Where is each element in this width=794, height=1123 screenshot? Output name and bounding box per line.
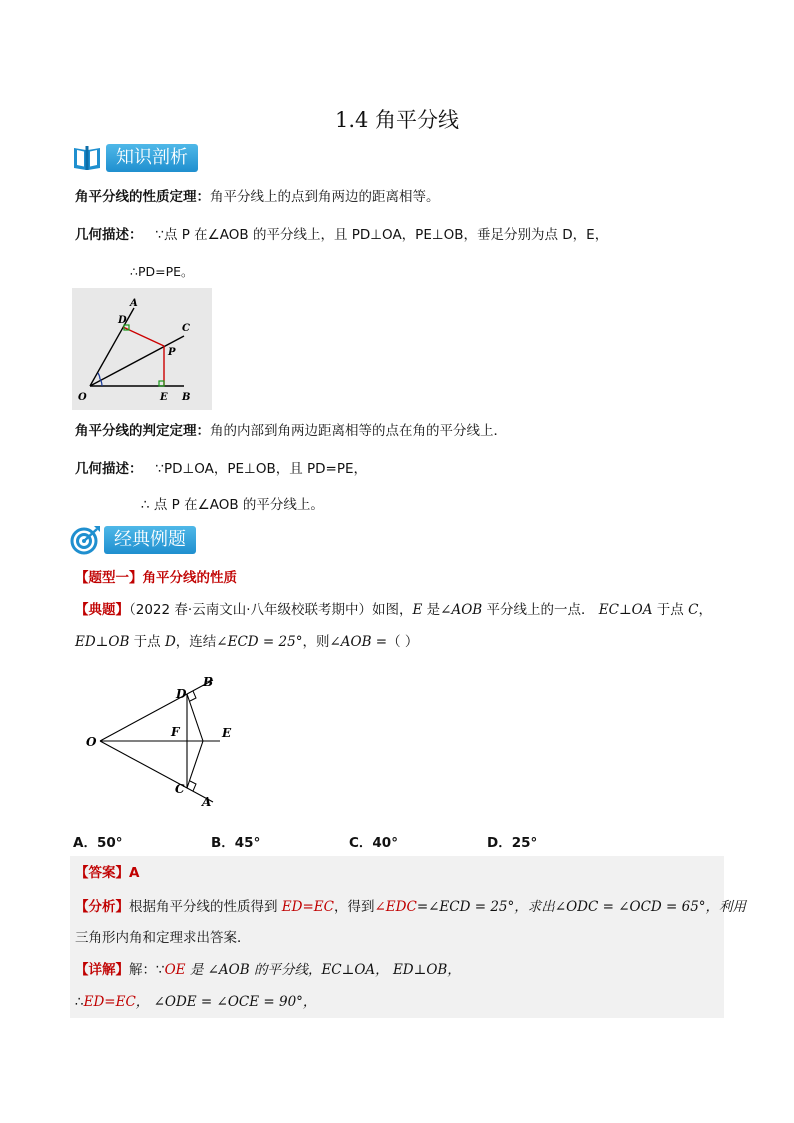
label-O: O — [86, 735, 97, 749]
example-t1b: 是 — [422, 602, 441, 618]
geo-line-2 — [75, 459, 367, 479]
example-source: （2022 春·云南文山·八年级校联考期中）如图， — [129, 602, 413, 618]
label-A: A — [130, 298, 138, 309]
segment-DE — [187, 694, 203, 741]
label-F: F — [171, 725, 180, 739]
example-t1h: ， — [698, 602, 712, 618]
section-knowledge-label: 知识剖析 — [106, 144, 198, 172]
judge-line — [75, 421, 507, 441]
detail-line-1 — [75, 960, 461, 980]
label-O: O — [78, 392, 87, 403]
example-t1a: E — [412, 602, 423, 618]
geo-heading-2: 几何描述： — [75, 461, 143, 477]
example-line-2 — [75, 632, 418, 652]
label-E: E — [222, 726, 232, 740]
type-heading: 【题型一】角平分线的性质 — [75, 570, 237, 586]
example-t2b: 于点 — [129, 634, 165, 650]
label-C: C — [175, 782, 185, 796]
option-a[interactable]: A．50° — [73, 835, 123, 851]
detail-t3: 是 ∠AOB 的平分线，EC⊥OA， ED⊥OB， — [185, 962, 461, 978]
answer-tag: 【答案】 — [75, 865, 129, 881]
geo-line-1 — [75, 225, 608, 245]
judge-heading: 角平分线的判定定理： — [75, 423, 210, 439]
detail-l2c: ， ∠ODE = ∠OCE = 90°， — [135, 994, 317, 1010]
label-B: B — [182, 392, 191, 403]
target-arrow-icon — [70, 524, 102, 556]
page-title: 1.4 角平分线 — [334, 108, 460, 132]
detail-tag: 【详解】 — [75, 962, 129, 978]
property-line — [75, 187, 440, 207]
example-t1f: 于点 — [652, 602, 689, 618]
detail-line-2 — [75, 992, 316, 1012]
option-b[interactable]: B．45° — [211, 835, 261, 851]
example-t2h: （ ） — [387, 634, 419, 650]
label-A: A — [202, 795, 212, 809]
angle-mark-O2 — [98, 373, 100, 379]
detail-t2: OE — [164, 962, 186, 978]
detail-l2a: ∴ — [75, 994, 84, 1010]
right-angle-E — [159, 381, 164, 386]
geo-text-1: ∵点 P 在∠AOB 的平分线上，且 PD⊥OA，PE⊥OB，垂足分别为点 D，E， — [155, 227, 609, 243]
geo-text-2: ∵PD⊥OA，PE⊥OB，且 PD=PE， — [155, 461, 368, 477]
analysis-line-2: 三角形内角和定理求出答案． — [75, 930, 251, 946]
label-D: D — [176, 687, 187, 701]
book-icon — [72, 142, 102, 172]
geo-conclusion-1: ∴PD=PE。 — [130, 264, 194, 279]
segment-CE — [187, 741, 203, 788]
example-t2f: ，则 — [302, 634, 330, 650]
detail-t1: 解：∵ — [129, 962, 165, 978]
analysis-t2: ED=EC — [281, 899, 334, 915]
section-examples-label: 经典例题 — [104, 526, 196, 554]
example-t1g: C — [688, 602, 699, 618]
analysis-tag: 【分析】 — [75, 899, 129, 915]
figure-example — [80, 670, 260, 815]
example-t1d: 平分线上的一点． — [482, 602, 595, 618]
ray-OA — [100, 741, 213, 802]
label-P: P — [168, 347, 176, 358]
example-t2g: ∠AOB = — [329, 634, 388, 650]
example-t2e: ∠ECD = 25° — [216, 634, 303, 650]
example-t1c: ∠AOB — [440, 602, 483, 618]
analysis-t1: 根据角平分线的性质得到 — [129, 899, 282, 915]
label-E: E — [160, 392, 168, 403]
example-t1e: EC⊥OA — [598, 602, 653, 618]
figure-1-svg — [72, 288, 212, 410]
geo-conclusion-2: ∴ 点 P 在∠AOB 的平分线上。 — [141, 497, 324, 513]
analysis-t5: =∠ECD = 25°，求出∠ODC = ∠OCD = 65°，利用 — [416, 899, 747, 915]
analysis-t4: ∠EDC — [374, 899, 417, 915]
example-line-1 — [75, 600, 712, 620]
example-t2c: D — [164, 634, 176, 650]
example-tag: 【典题】 — [75, 602, 129, 618]
analysis-line-1 — [75, 897, 746, 917]
geo-heading-1: 几何描述： — [75, 227, 143, 243]
figure-angle-bisector — [72, 288, 212, 410]
label-B: B — [203, 675, 214, 689]
analysis-t3: ，得到 — [333, 899, 375, 915]
label-D: D — [118, 315, 127, 326]
label-C: C — [182, 323, 190, 334]
answer-line — [75, 863, 139, 883]
example-t2d: ，连结 — [175, 634, 217, 650]
detail-l2b: ED=EC — [83, 994, 136, 1010]
judge-text: 角的内部到角两边距离相等的点在角的平分线上． — [210, 423, 507, 439]
answer-value: A — [129, 865, 140, 881]
property-heading: 角平分线的性质定理： — [75, 189, 210, 205]
property-text: 角平分线上的点到角两边的距离相等。 — [210, 189, 440, 205]
option-d[interactable]: D．25° — [487, 835, 538, 851]
example-t2a: ED⊥OB — [75, 634, 130, 650]
ray-OB — [100, 680, 213, 741]
option-c[interactable]: C．40° — [349, 835, 398, 851]
